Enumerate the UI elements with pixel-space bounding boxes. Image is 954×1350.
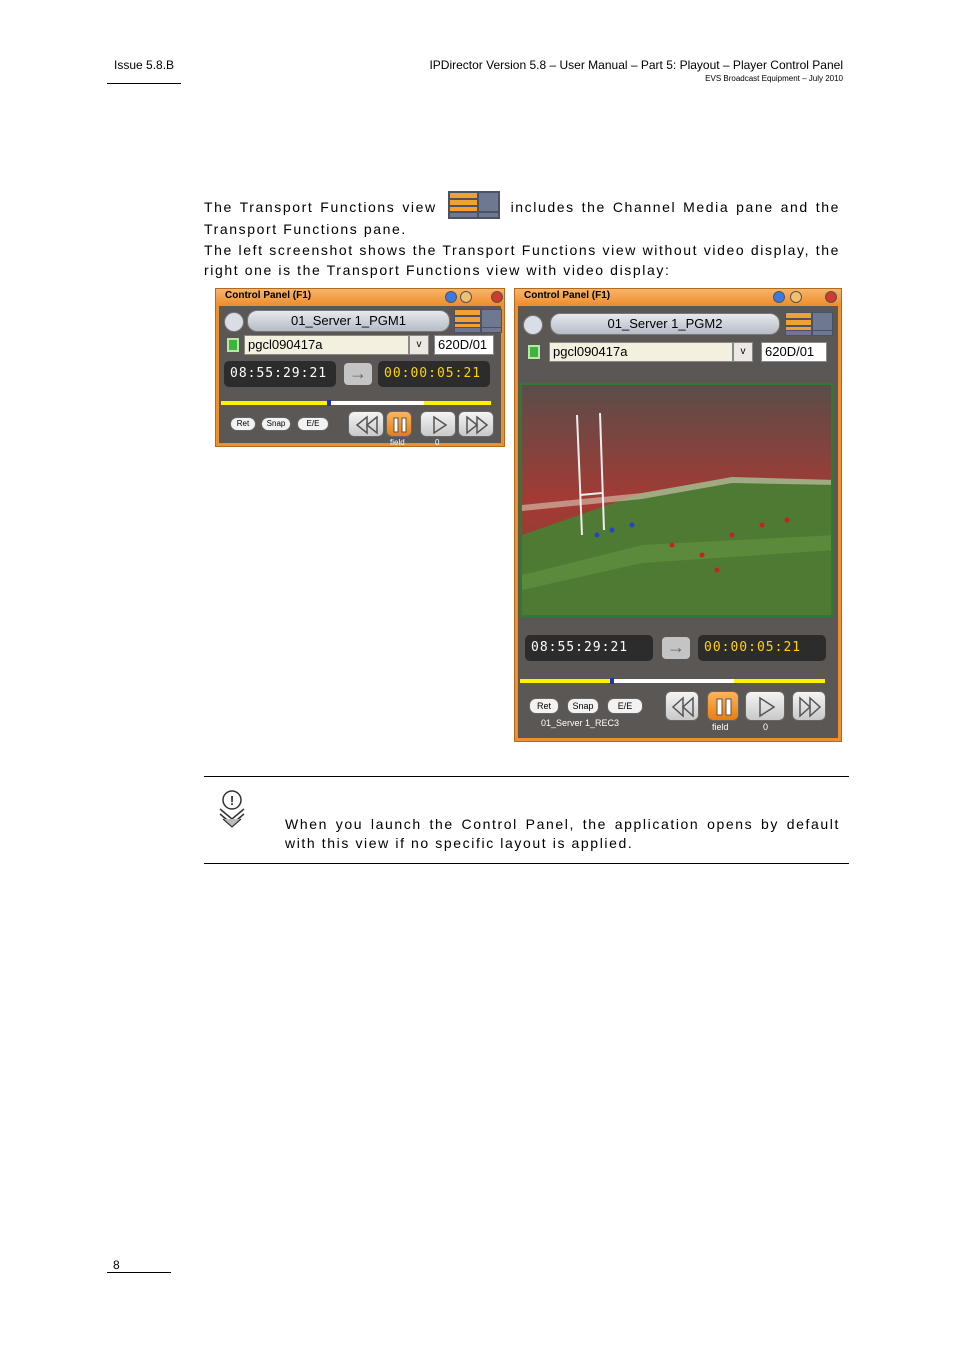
paragraph-intro <box>204 191 840 239</box>
page-number: 8 <box>113 1258 120 1272</box>
rewind-button[interactable] <box>348 411 384 437</box>
clip-status-icon <box>528 345 540 359</box>
ret-button[interactable]: Ret <box>529 698 559 714</box>
progress-bar[interactable] <box>221 401 491 405</box>
timecode-current: 08:55:29:21 <box>525 635 653 661</box>
progress-played <box>221 401 329 405</box>
snap-button[interactable]: Snap <box>261 417 291 431</box>
clip-name-field[interactable]: pgcl090417a <box>244 335 409 355</box>
paragraph-screenshots: The left screenshot shows the Transport Functions view without video display, the right one is the Transport Functions view with video display: <box>204 242 840 278</box>
ee-button[interactable]: E/E <box>607 698 643 714</box>
speed-label: 0 <box>435 438 440 447</box>
clip-id-field[interactable]: 620D/01 <box>761 342 827 362</box>
timecode-remaining: 00:00:05:21 <box>378 361 490 387</box>
ret-button[interactable]: Ret <box>230 417 256 431</box>
recorder-label: 01_Server 1_REC3 <box>541 718 620 728</box>
clip-dropdown-button[interactable]: v <box>733 342 753 362</box>
snap-button[interactable]: Snap <box>567 698 599 714</box>
note-rule-top <box>204 776 849 777</box>
control-panel-left <box>215 288 505 447</box>
progress-end <box>734 679 826 683</box>
clip-status-icon <box>227 338 239 352</box>
paragraph-intro-end: includes the Channel Media pane and the Transport Functions pane. <box>204 199 840 237</box>
timecode-remaining: 00:00:05:21 <box>698 635 826 661</box>
channel-select-icon[interactable] <box>523 315 543 335</box>
field-label: field <box>390 438 405 447</box>
rewind-button[interactable] <box>665 691 699 721</box>
progress-end <box>424 401 492 405</box>
video-display <box>520 383 833 617</box>
info-icon[interactable] <box>773 291 785 303</box>
layout-icon[interactable] <box>454 309 502 333</box>
clip-dropdown-button[interactable]: v <box>409 335 429 355</box>
close-icon[interactable] <box>825 291 837 303</box>
header-issue: Issue 5.8.B <box>114 58 175 72</box>
control-panel-right <box>514 288 842 742</box>
panel-titlebar <box>515 289 841 305</box>
progress-marker[interactable] <box>610 678 614 684</box>
footer-rule <box>107 1272 171 1273</box>
speed-label: 0 <box>763 722 769 732</box>
panel-title: Control Panel (F1) <box>524 290 611 301</box>
clip-name-field[interactable]: pgcl090417a <box>549 342 733 362</box>
goto-arrow-button[interactable]: → <box>662 637 690 659</box>
paragraph-intro-start: The Transport Functions view <box>204 199 437 215</box>
pause-button[interactable] <box>386 411 412 437</box>
info-icon[interactable] <box>445 291 457 303</box>
ee-button[interactable]: E/E <box>297 417 329 431</box>
close-icon[interactable] <box>491 291 503 303</box>
minimize-icon[interactable] <box>460 291 472 303</box>
channel-name-field[interactable]: 01_Server 1_PGM2 <box>550 313 780 335</box>
field-label: field <box>712 722 729 732</box>
note-icon <box>216 789 248 829</box>
layout-icon[interactable] <box>785 312 833 336</box>
note-text: When you launch the Control Panel, the application opens by default with this view if no specific layout is applied. <box>285 816 840 851</box>
fast-forward-button[interactable] <box>792 691 826 721</box>
timecode-current: 08:55:29:21 <box>224 361 336 387</box>
pause-button[interactable] <box>707 691 739 721</box>
progress-marker[interactable] <box>327 400 331 406</box>
header-subtitle: EVS Broadcast Equipment – July 2010 <box>705 74 843 83</box>
progress-played <box>520 679 612 683</box>
play-button[interactable] <box>745 691 785 721</box>
panel-title: Control Panel (F1) <box>225 290 312 301</box>
progress-bar[interactable] <box>520 679 825 683</box>
header-rule <box>107 83 181 84</box>
header-title: IPDirector Version 5.8 – User Manual – Part 5: Playout – Player Control Panel <box>429 58 843 72</box>
svg-text:!: ! <box>229 793 235 808</box>
play-button[interactable] <box>420 411 456 437</box>
minimize-icon[interactable] <box>790 291 802 303</box>
goto-arrow-button[interactable]: → <box>344 363 372 385</box>
channel-name-field[interactable]: 01_Server 1_PGM1 <box>247 310 450 332</box>
note-rule-bottom <box>204 863 849 864</box>
panel-titlebar <box>216 289 504 305</box>
clip-id-field[interactable]: 620D/01 <box>434 335 494 355</box>
fast-forward-button[interactable] <box>458 411 494 437</box>
transport-view-icon <box>448 191 500 219</box>
channel-select-icon[interactable] <box>224 312 244 332</box>
